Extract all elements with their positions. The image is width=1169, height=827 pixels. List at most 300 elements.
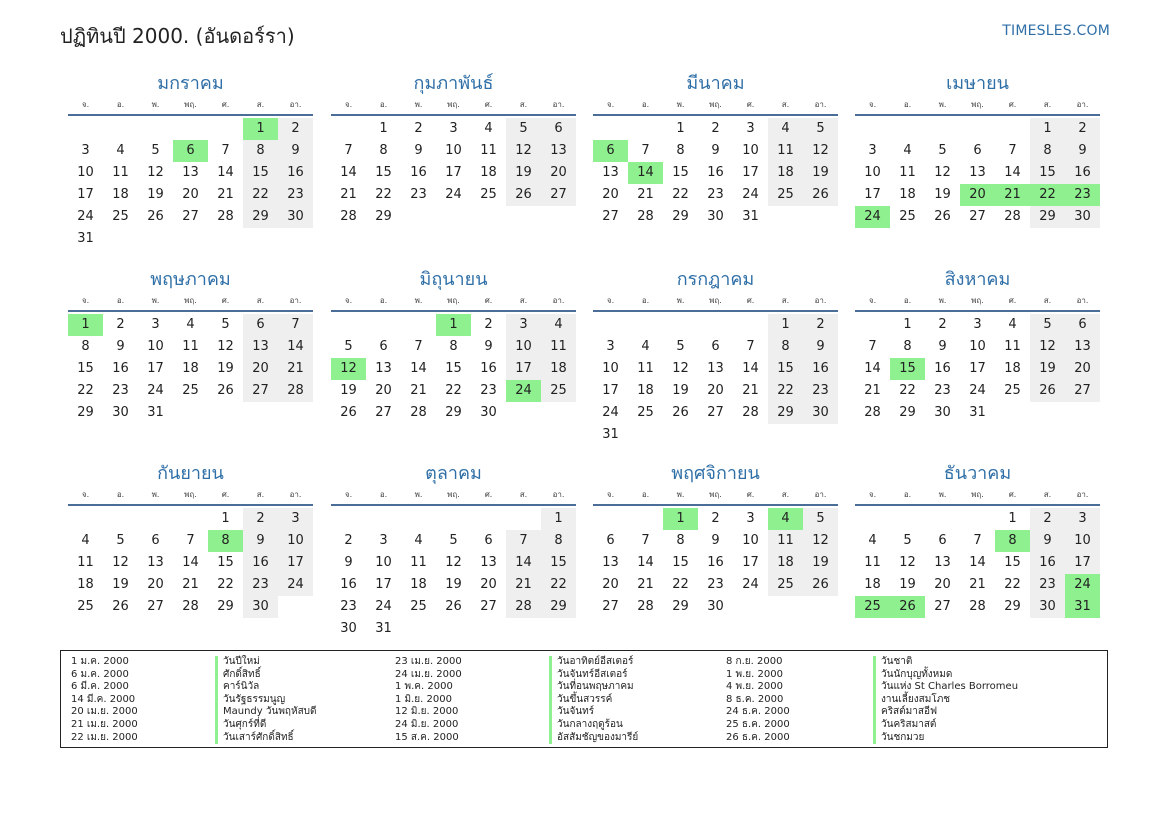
- weekend-day-cell[interactable]: 30: [1065, 206, 1100, 228]
- day-cell[interactable]: 10: [445, 143, 462, 158]
- day-cell[interactable]: 20: [147, 577, 164, 592]
- day-cell[interactable]: 29: [217, 599, 234, 614]
- day-cell[interactable]: 8: [81, 339, 90, 354]
- day-cell[interactable]: 4: [81, 533, 90, 548]
- day-cell[interactable]: 3: [449, 121, 458, 136]
- day-cell[interactable]: 19: [899, 577, 916, 592]
- day-cell[interactable]: 20: [182, 187, 199, 202]
- day-cell[interactable]: 4: [186, 317, 195, 332]
- day-cell[interactable]: 5: [344, 339, 353, 354]
- day-cell[interactable]: 13: [969, 165, 986, 180]
- day-cell[interactable]: 29: [375, 209, 392, 224]
- weekend-day-cell[interactable]: 30: [803, 402, 838, 424]
- day-cell[interactable]: 21: [864, 383, 881, 398]
- day-cell[interactable]: 10: [602, 361, 619, 376]
- day-cell[interactable]: 8: [379, 143, 388, 158]
- day-cell[interactable]: 10: [742, 143, 759, 158]
- holiday-day-cell[interactable]: 8: [995, 530, 1030, 552]
- weekend-day-cell[interactable]: 2: [1030, 508, 1065, 530]
- weekend-day-cell[interactable]: 7: [506, 530, 541, 552]
- weekend-day-cell[interactable]: 27: [541, 184, 576, 206]
- weekend-day-cell[interactable]: 10: [278, 530, 313, 552]
- day-cell[interactable]: 9: [116, 339, 125, 354]
- day-cell[interactable]: 24: [969, 383, 986, 398]
- day-cell[interactable]: 10: [864, 165, 881, 180]
- day-cell[interactable]: 22: [375, 187, 392, 202]
- day-cell[interactable]: 19: [340, 383, 357, 398]
- day-cell[interactable]: 5: [151, 143, 160, 158]
- day-cell[interactable]: 21: [637, 187, 654, 202]
- day-cell[interactable]: 17: [77, 187, 94, 202]
- weekend-day-cell[interactable]: 16: [278, 162, 313, 184]
- weekend-day-cell[interactable]: 19: [506, 162, 541, 184]
- day-cell[interactable]: 23: [112, 383, 129, 398]
- day-cell[interactable]: 27: [602, 599, 619, 614]
- day-cell[interactable]: 11: [637, 361, 654, 376]
- holiday-day-cell[interactable]: 14: [628, 162, 663, 184]
- day-cell[interactable]: 18: [112, 187, 129, 202]
- holiday-day-cell[interactable]: 1: [68, 314, 103, 336]
- site-link[interactable]: TIMESLES.COM: [1002, 23, 1110, 39]
- day-cell[interactable]: 30: [934, 405, 951, 420]
- weekend-day-cell[interactable]: 20: [1065, 358, 1100, 380]
- weekend-day-cell[interactable]: 25: [768, 574, 803, 596]
- holiday-day-cell[interactable]: 24: [1065, 574, 1100, 596]
- day-cell[interactable]: 29: [899, 405, 916, 420]
- holiday-day-cell[interactable]: 8: [208, 530, 243, 552]
- day-cell[interactable]: 6: [711, 339, 720, 354]
- day-cell[interactable]: 28: [340, 209, 357, 224]
- day-cell[interactable]: 8: [676, 143, 685, 158]
- day-cell[interactable]: 1: [379, 121, 388, 136]
- weekend-day-cell[interactable]: 15: [243, 162, 278, 184]
- day-cell[interactable]: 1: [221, 511, 230, 526]
- day-cell[interactable]: 9: [938, 339, 947, 354]
- day-cell[interactable]: 11: [410, 555, 427, 570]
- day-cell[interactable]: 27: [969, 209, 986, 224]
- day-cell[interactable]: 3: [379, 533, 388, 548]
- day-cell[interactable]: 1: [676, 121, 685, 136]
- day-cell[interactable]: 6: [938, 533, 947, 548]
- day-cell[interactable]: 15: [375, 165, 392, 180]
- weekend-day-cell[interactable]: 6: [1065, 314, 1100, 336]
- day-cell[interactable]: 31: [969, 405, 986, 420]
- holiday-day-cell[interactable]: 22: [1030, 184, 1065, 206]
- day-cell[interactable]: 11: [182, 339, 199, 354]
- day-cell[interactable]: 14: [864, 361, 881, 376]
- day-cell[interactable]: 19: [445, 577, 462, 592]
- weekend-day-cell[interactable]: 9: [803, 336, 838, 358]
- day-cell[interactable]: 18: [182, 361, 199, 376]
- day-cell[interactable]: 15: [445, 361, 462, 376]
- day-cell[interactable]: 28: [410, 405, 427, 420]
- weekend-day-cell[interactable]: 23: [1030, 574, 1065, 596]
- day-cell[interactable]: 12: [445, 555, 462, 570]
- day-cell[interactable]: 28: [637, 599, 654, 614]
- day-cell[interactable]: 19: [672, 383, 689, 398]
- day-cell[interactable]: 10: [375, 555, 392, 570]
- day-cell[interactable]: 18: [77, 577, 94, 592]
- day-cell[interactable]: 17: [602, 383, 619, 398]
- day-cell[interactable]: 29: [1004, 599, 1021, 614]
- weekend-day-cell[interactable]: 16: [1065, 162, 1100, 184]
- weekend-day-cell[interactable]: 21: [506, 574, 541, 596]
- day-cell[interactable]: 19: [112, 577, 129, 592]
- weekend-day-cell[interactable]: 26: [506, 184, 541, 206]
- day-cell[interactable]: 12: [899, 555, 916, 570]
- weekend-day-cell[interactable]: 9: [243, 530, 278, 552]
- day-cell[interactable]: 25: [1004, 383, 1021, 398]
- weekend-day-cell[interactable]: 3: [506, 314, 541, 336]
- weekend-day-cell[interactable]: 15: [541, 552, 576, 574]
- day-cell[interactable]: 2: [344, 533, 353, 548]
- day-cell[interactable]: 26: [672, 405, 689, 420]
- weekend-day-cell[interactable]: 6: [541, 118, 576, 140]
- day-cell[interactable]: 24: [375, 599, 392, 614]
- weekend-day-cell[interactable]: 29: [243, 206, 278, 228]
- day-cell[interactable]: 16: [707, 165, 724, 180]
- day-cell[interactable]: 22: [672, 187, 689, 202]
- day-cell[interactable]: 14: [182, 555, 199, 570]
- day-cell[interactable]: 11: [1004, 339, 1021, 354]
- day-cell[interactable]: 10: [742, 533, 759, 548]
- day-cell[interactable]: 15: [217, 555, 234, 570]
- day-cell[interactable]: 21: [182, 577, 199, 592]
- day-cell[interactable]: 18: [864, 577, 881, 592]
- weekend-day-cell[interactable]: 5: [506, 118, 541, 140]
- day-cell[interactable]: 27: [147, 599, 164, 614]
- day-cell[interactable]: 2: [938, 317, 947, 332]
- day-cell[interactable]: 31: [375, 621, 392, 636]
- day-cell[interactable]: 28: [742, 405, 759, 420]
- day-cell[interactable]: 26: [217, 383, 234, 398]
- weekend-day-cell[interactable]: 2: [803, 314, 838, 336]
- day-cell[interactable]: 20: [480, 577, 497, 592]
- day-cell[interactable]: 26: [340, 405, 357, 420]
- day-cell[interactable]: 5: [676, 339, 685, 354]
- day-cell[interactable]: 9: [711, 143, 720, 158]
- day-cell[interactable]: 23: [707, 187, 724, 202]
- holiday-day-cell[interactable]: 23: [1065, 184, 1100, 206]
- day-cell[interactable]: 4: [414, 533, 423, 548]
- day-cell[interactable]: 23: [410, 187, 427, 202]
- day-cell[interactable]: 18: [637, 383, 654, 398]
- weekend-day-cell[interactable]: 20: [243, 358, 278, 380]
- weekend-day-cell[interactable]: 11: [768, 140, 803, 162]
- holiday-day-cell[interactable]: 24: [506, 380, 541, 402]
- day-cell[interactable]: 24: [445, 187, 462, 202]
- weekend-day-cell[interactable]: 16: [1030, 552, 1065, 574]
- day-cell[interactable]: 28: [217, 209, 234, 224]
- day-cell[interactable]: 6: [379, 339, 388, 354]
- weekend-day-cell[interactable]: 29: [768, 402, 803, 424]
- day-cell[interactable]: 13: [707, 361, 724, 376]
- day-cell[interactable]: 3: [746, 511, 755, 526]
- holiday-day-cell[interactable]: 25: [855, 596, 890, 618]
- day-cell[interactable]: 18: [410, 577, 427, 592]
- day-cell[interactable]: 28: [969, 599, 986, 614]
- day-cell[interactable]: 25: [77, 599, 94, 614]
- day-cell[interactable]: 23: [934, 383, 951, 398]
- day-cell[interactable]: 17: [375, 577, 392, 592]
- day-cell[interactable]: 15: [77, 361, 94, 376]
- weekend-day-cell[interactable]: 28: [506, 596, 541, 618]
- day-cell[interactable]: 14: [410, 361, 427, 376]
- day-cell[interactable]: 30: [340, 621, 357, 636]
- day-cell[interactable]: 3: [606, 339, 615, 354]
- weekend-day-cell[interactable]: 30: [278, 206, 313, 228]
- day-cell[interactable]: 24: [742, 577, 759, 592]
- day-cell[interactable]: 25: [410, 599, 427, 614]
- holiday-day-cell[interactable]: 1: [436, 314, 471, 336]
- weekend-day-cell[interactable]: 7: [278, 314, 313, 336]
- day-cell[interactable]: 1: [903, 317, 912, 332]
- holiday-day-cell[interactable]: 12: [331, 358, 366, 380]
- day-cell[interactable]: 24: [147, 383, 164, 398]
- weekend-day-cell[interactable]: 4: [541, 314, 576, 336]
- weekend-day-cell[interactable]: 15: [768, 358, 803, 380]
- weekend-day-cell[interactable]: 12: [803, 140, 838, 162]
- day-cell[interactable]: 7: [186, 533, 195, 548]
- day-cell[interactable]: 3: [973, 317, 982, 332]
- day-cell[interactable]: 17: [147, 361, 164, 376]
- day-cell[interactable]: 17: [742, 165, 759, 180]
- day-cell[interactable]: 26: [934, 209, 951, 224]
- day-cell[interactable]: 13: [147, 555, 164, 570]
- day-cell[interactable]: 11: [112, 165, 129, 180]
- holiday-day-cell[interactable]: 1: [663, 508, 698, 530]
- weekend-day-cell[interactable]: 18: [768, 552, 803, 574]
- weekend-day-cell[interactable]: 14: [278, 336, 313, 358]
- day-cell[interactable]: 2: [484, 317, 493, 332]
- day-cell[interactable]: 28: [182, 599, 199, 614]
- holiday-day-cell[interactable]: 15: [890, 358, 925, 380]
- weekend-day-cell[interactable]: 18: [768, 162, 803, 184]
- day-cell[interactable]: 20: [602, 577, 619, 592]
- day-cell[interactable]: 9: [484, 339, 493, 354]
- weekend-day-cell[interactable]: 1: [541, 508, 576, 530]
- weekend-day-cell[interactable]: 3: [278, 508, 313, 530]
- weekend-day-cell[interactable]: 11: [541, 336, 576, 358]
- day-cell[interactable]: 4: [1008, 317, 1017, 332]
- day-cell[interactable]: 19: [934, 187, 951, 202]
- day-cell[interactable]: 9: [711, 533, 720, 548]
- day-cell[interactable]: 6: [606, 533, 615, 548]
- weekend-day-cell[interactable]: 1: [768, 314, 803, 336]
- day-cell[interactable]: 13: [480, 555, 497, 570]
- day-cell[interactable]: 20: [602, 187, 619, 202]
- weekend-day-cell[interactable]: 12: [506, 140, 541, 162]
- weekend-day-cell[interactable]: 8: [1030, 140, 1065, 162]
- weekend-day-cell[interactable]: 17: [506, 358, 541, 380]
- holiday-day-cell[interactable]: 1: [243, 118, 278, 140]
- day-cell[interactable]: 14: [637, 555, 654, 570]
- weekend-day-cell[interactable]: 13: [541, 140, 576, 162]
- weekend-day-cell[interactable]: 21: [278, 358, 313, 380]
- weekend-day-cell[interactable]: 29: [1030, 206, 1065, 228]
- day-cell[interactable]: 12: [147, 165, 164, 180]
- day-cell[interactable]: 21: [410, 383, 427, 398]
- day-cell[interactable]: 30: [112, 405, 129, 420]
- day-cell[interactable]: 18: [899, 187, 916, 202]
- day-cell[interactable]: 16: [340, 577, 357, 592]
- weekend-day-cell[interactable]: 5: [803, 118, 838, 140]
- weekend-day-cell[interactable]: 23: [803, 380, 838, 402]
- day-cell[interactable]: 14: [340, 165, 357, 180]
- day-cell[interactable]: 2: [711, 511, 720, 526]
- day-cell[interactable]: 5: [116, 533, 125, 548]
- weekend-day-cell[interactable]: 30: [1030, 596, 1065, 618]
- day-cell[interactable]: 30: [707, 599, 724, 614]
- day-cell[interactable]: 4: [903, 143, 912, 158]
- day-cell[interactable]: 7: [641, 533, 650, 548]
- day-cell[interactable]: 28: [1004, 209, 1021, 224]
- weekend-day-cell[interactable]: 9: [1030, 530, 1065, 552]
- day-cell[interactable]: 3: [746, 121, 755, 136]
- weekend-day-cell[interactable]: 25: [768, 184, 803, 206]
- day-cell[interactable]: 18: [1004, 361, 1021, 376]
- day-cell[interactable]: 2: [711, 121, 720, 136]
- weekend-day-cell[interactable]: 8: [541, 530, 576, 552]
- day-cell[interactable]: 2: [116, 317, 125, 332]
- day-cell[interactable]: 27: [375, 405, 392, 420]
- day-cell[interactable]: 26: [147, 209, 164, 224]
- holiday-day-cell[interactable]: 31: [1065, 596, 1100, 618]
- day-cell[interactable]: 12: [217, 339, 234, 354]
- day-cell[interactable]: 4: [868, 533, 877, 548]
- holiday-day-cell[interactable]: 26: [890, 596, 925, 618]
- day-cell[interactable]: 21: [742, 383, 759, 398]
- day-cell[interactable]: 3: [868, 143, 877, 158]
- weekend-day-cell[interactable]: 10: [1065, 530, 1100, 552]
- day-cell[interactable]: 26: [445, 599, 462, 614]
- day-cell[interactable]: 16: [112, 361, 129, 376]
- weekend-day-cell[interactable]: 25: [541, 380, 576, 402]
- day-cell[interactable]: 24: [742, 187, 759, 202]
- day-cell[interactable]: 6: [151, 533, 160, 548]
- day-cell[interactable]: 25: [182, 383, 199, 398]
- day-cell[interactable]: 10: [969, 339, 986, 354]
- weekend-day-cell[interactable]: 27: [1065, 380, 1100, 402]
- day-cell[interactable]: 25: [637, 405, 654, 420]
- weekend-day-cell[interactable]: 17: [278, 552, 313, 574]
- day-cell[interactable]: 25: [899, 209, 916, 224]
- day-cell[interactable]: 5: [938, 143, 947, 158]
- weekend-day-cell[interactable]: 27: [243, 380, 278, 402]
- day-cell[interactable]: 10: [147, 339, 164, 354]
- day-cell[interactable]: 15: [1004, 555, 1021, 570]
- day-cell[interactable]: 22: [899, 383, 916, 398]
- weekend-day-cell[interactable]: 2: [1065, 118, 1100, 140]
- weekend-day-cell[interactable]: 13: [243, 336, 278, 358]
- day-cell[interactable]: 15: [672, 165, 689, 180]
- day-cell[interactable]: 16: [480, 361, 497, 376]
- day-cell[interactable]: 12: [112, 555, 129, 570]
- day-cell[interactable]: 19: [217, 361, 234, 376]
- day-cell[interactable]: 13: [934, 555, 951, 570]
- day-cell[interactable]: 11: [899, 165, 916, 180]
- day-cell[interactable]: 21: [969, 577, 986, 592]
- day-cell[interactable]: 13: [375, 361, 392, 376]
- day-cell[interactable]: 13: [602, 165, 619, 180]
- day-cell[interactable]: 6: [484, 533, 493, 548]
- weekend-day-cell[interactable]: 18: [541, 358, 576, 380]
- day-cell[interactable]: 31: [147, 405, 164, 420]
- day-cell[interactable]: 20: [934, 577, 951, 592]
- day-cell[interactable]: 4: [641, 339, 650, 354]
- day-cell[interactable]: 7: [973, 533, 982, 548]
- weekend-day-cell[interactable]: 13: [1065, 336, 1100, 358]
- weekend-day-cell[interactable]: 26: [803, 184, 838, 206]
- weekend-day-cell[interactable]: 12: [1030, 336, 1065, 358]
- day-cell[interactable]: 26: [112, 599, 129, 614]
- weekend-day-cell[interactable]: 28: [278, 380, 313, 402]
- weekend-day-cell[interactable]: 6: [243, 314, 278, 336]
- day-cell[interactable]: 7: [1008, 143, 1017, 158]
- day-cell[interactable]: 7: [344, 143, 353, 158]
- weekend-day-cell[interactable]: 3: [1065, 508, 1100, 530]
- day-cell[interactable]: 28: [637, 209, 654, 224]
- holiday-day-cell[interactable]: 24: [855, 206, 890, 228]
- day-cell[interactable]: 7: [746, 339, 755, 354]
- day-cell[interactable]: 6: [973, 143, 982, 158]
- day-cell[interactable]: 28: [864, 405, 881, 420]
- weekend-day-cell[interactable]: 26: [1030, 380, 1065, 402]
- day-cell[interactable]: 12: [672, 361, 689, 376]
- day-cell[interactable]: 17: [969, 361, 986, 376]
- weekend-day-cell[interactable]: 19: [803, 552, 838, 574]
- day-cell[interactable]: 13: [182, 165, 199, 180]
- holiday-day-cell[interactable]: 6: [173, 140, 208, 162]
- day-cell[interactable]: 20: [375, 383, 392, 398]
- weekend-day-cell[interactable]: 23: [278, 184, 313, 206]
- day-cell[interactable]: 13: [602, 555, 619, 570]
- weekend-day-cell[interactable]: 20: [541, 162, 576, 184]
- weekend-day-cell[interactable]: 8: [768, 336, 803, 358]
- day-cell[interactable]: 3: [81, 143, 90, 158]
- weekend-day-cell[interactable]: 16: [803, 358, 838, 380]
- day-cell[interactable]: 27: [934, 599, 951, 614]
- day-cell[interactable]: 8: [449, 339, 458, 354]
- day-cell[interactable]: 16: [707, 555, 724, 570]
- day-cell[interactable]: 19: [147, 187, 164, 202]
- weekend-day-cell[interactable]: 5: [803, 508, 838, 530]
- weekend-day-cell[interactable]: 17: [1065, 552, 1100, 574]
- day-cell[interactable]: 17: [864, 187, 881, 202]
- day-cell[interactable]: 29: [672, 599, 689, 614]
- weekend-day-cell[interactable]: 19: [803, 162, 838, 184]
- day-cell[interactable]: 2: [414, 121, 423, 136]
- day-cell[interactable]: 27: [480, 599, 497, 614]
- day-cell[interactable]: 7: [221, 143, 230, 158]
- day-cell[interactable]: 5: [221, 317, 230, 332]
- day-cell[interactable]: 25: [480, 187, 497, 202]
- weekend-day-cell[interactable]: 15: [1030, 162, 1065, 184]
- day-cell[interactable]: 8: [903, 339, 912, 354]
- day-cell[interactable]: 14: [217, 165, 234, 180]
- day-cell[interactable]: 15: [672, 555, 689, 570]
- day-cell[interactable]: 25: [112, 209, 129, 224]
- day-cell[interactable]: 31: [742, 209, 759, 224]
- day-cell[interactable]: 23: [707, 577, 724, 592]
- weekend-day-cell[interactable]: 22: [541, 574, 576, 596]
- day-cell[interactable]: 30: [707, 209, 724, 224]
- holiday-day-cell[interactable]: 4: [768, 508, 803, 530]
- day-cell[interactable]: 5: [449, 533, 458, 548]
- day-cell[interactable]: 16: [410, 165, 427, 180]
- weekend-day-cell[interactable]: 5: [1030, 314, 1065, 336]
- day-cell[interactable]: 11: [77, 555, 94, 570]
